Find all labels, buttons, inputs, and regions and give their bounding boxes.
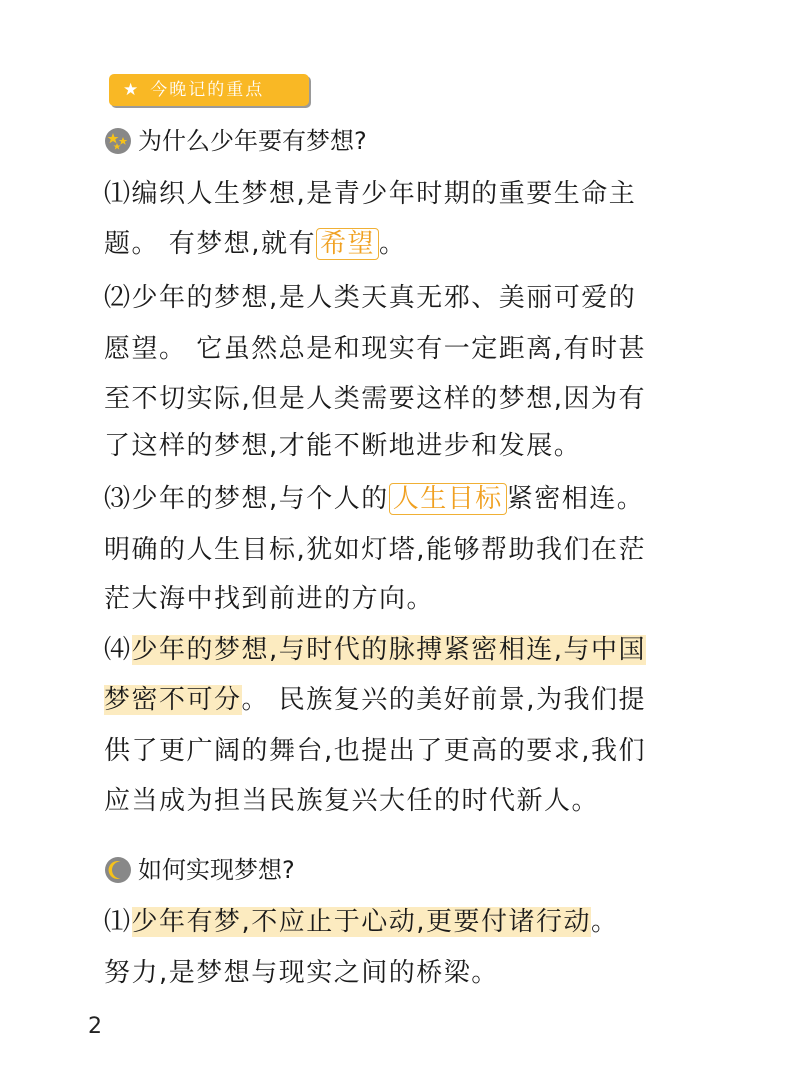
text-line: 至不切实际,但是人类需要这样的梦想,因为有 [104, 384, 647, 414]
question-1 [104, 126, 367, 156]
text-segment: 。 民族复兴的美好前景,为我们提 [241, 685, 647, 715]
text-line [104, 682, 646, 718]
text-line: 应当成为担当民族复兴大任的时代新人。 [104, 786, 600, 816]
text-line: ⑴编织人生梦想,是青少年时期的重要生命主 [104, 179, 637, 209]
page-number: 2 [88, 1014, 102, 1039]
text-line [104, 481, 644, 517]
text-segment: ⑶少年的梦想,与个人的 [104, 484, 389, 514]
highlighted-text: 梦密不可分 [104, 685, 242, 715]
boxed-term: 希望 [316, 228, 379, 260]
text-segment: 紧密相连。 [506, 484, 645, 514]
section-tag [109, 74, 309, 106]
boxed-term: 人生目标 [389, 483, 507, 515]
text-segment: 题。 有梦想,就有 [104, 229, 317, 259]
text-segment: 。 [379, 229, 407, 259]
question-1-text: 为什么少年要有梦想? [138, 127, 367, 155]
text-line: 供了更广阔的舞台,也提出了更高的要求,我们 [104, 736, 647, 766]
text-line: 明确的人生目标,犹如灯塔,能够帮助我们在茫 [104, 535, 647, 565]
question-2 [104, 855, 295, 885]
highlighted-text: 少年的梦想,与时代的脉搏紧密相连,与中国 [131, 635, 647, 665]
text-line [104, 632, 646, 668]
text-line: 愿望。 它虽然总是和现实有一定距离,有时甚 [104, 334, 647, 364]
text-segment: 。 [591, 907, 619, 937]
moon-icon [104, 856, 132, 884]
text-segment: ⑴ [104, 907, 132, 937]
highlighted-text: 少年有梦,不应止于心动,更要付诸行动 [131, 907, 592, 937]
star-icon: ★ [123, 80, 141, 100]
text-line: 了这样的梦想,才能不断地进步和发展。 [104, 431, 582, 461]
text-line [104, 226, 407, 262]
text-line: ⑵少年的梦想,是人类天真无邪、美丽可爱的 [104, 283, 637, 313]
text-line: 茫大海中找到前进的方向。 [104, 584, 435, 614]
text-segment: ⑷ [104, 635, 132, 665]
stars-icon [104, 127, 132, 155]
text-line: 努力,是梦想与现实之间的桥梁。 [104, 958, 499, 988]
text-line [104, 904, 619, 940]
question-2-text: 如何实现梦想? [138, 856, 295, 884]
tag-label: 今晚记的重点 [150, 80, 265, 100]
